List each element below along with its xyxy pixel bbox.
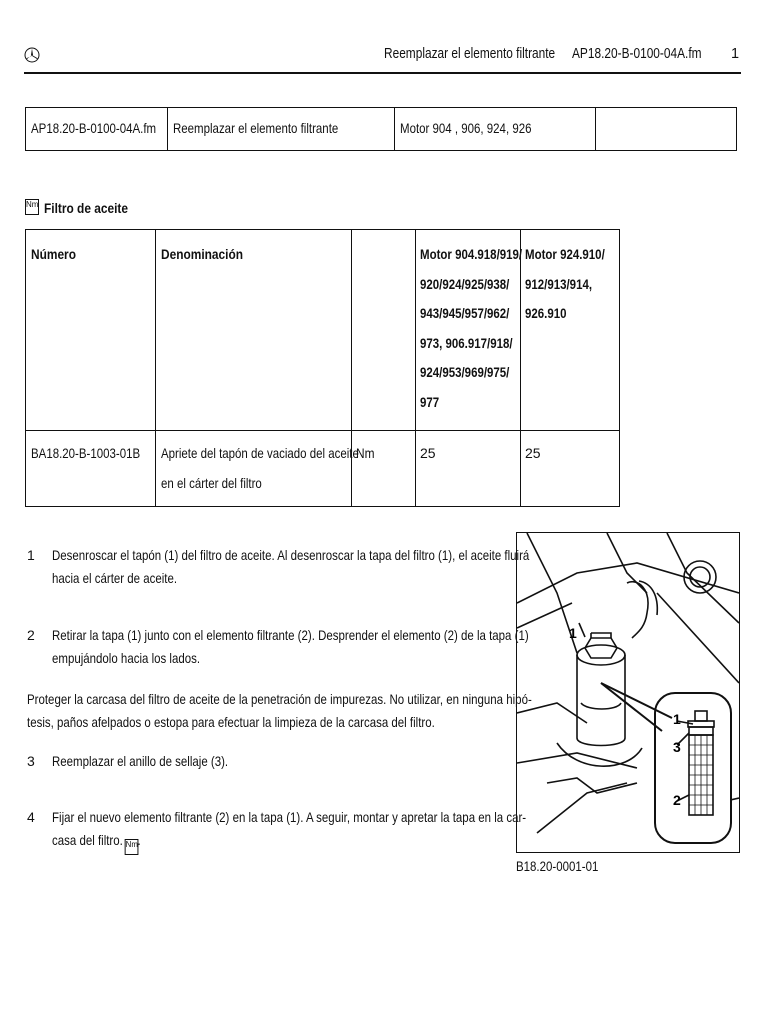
- info-doc-id-cell: [26, 108, 168, 150]
- figure-label-2: 2: [673, 792, 681, 808]
- figure-code: B18.20-0001-01: [516, 858, 599, 874]
- step-2-number: 2: [27, 627, 35, 643]
- figure-label-cap: 1: [569, 625, 577, 641]
- info-operation: Reemplazar el elemento filtrante: [173, 120, 339, 136]
- header-title: Reemplazar el elemento filtrante: [384, 46, 556, 62]
- header-motor-b: Motor 924.910/ 912/913/914, 926.910: [525, 246, 605, 321]
- row-unit: Nm: [356, 445, 375, 461]
- note-text: Proteger la carcasa del filtro de aceite de la penetración de impurezas. No utilizar, en ninguna hipó- tesis, paños afelpados o estopa para efectuar la limpieza de la carcasa del filtro.: [27, 691, 532, 730]
- torque-table: [25, 229, 620, 507]
- info-extra-cell: [596, 108, 736, 150]
- figure-label-1: 1: [673, 711, 681, 727]
- torque-nm-icon: Nm: [125, 839, 139, 855]
- step-1-number: 1: [27, 547, 35, 563]
- info-doc-id: AP18.20-B-0100-04A.fm: [31, 120, 157, 136]
- info-operation-cell: [168, 108, 395, 150]
- figure-label-3: 3: [673, 739, 681, 755]
- step-2-text: Retirar la tapa (1) junto con el elemento filtrante (2). Desprender el elemento (2) de la tapa (1) empujándolo hacia los lados.: [52, 627, 529, 666]
- torque-nm-icon: Nm: [25, 194, 39, 215]
- header-motor-a: Motor 904.918/919/ 920/924/925/938/ 943/945/957/962/ 973, 906.917/918/ 924/953/969/975/ 977: [420, 246, 523, 410]
- step-3-text: Reemplazar el anillo de sellaje (3).: [52, 753, 229, 769]
- info-table: [25, 107, 737, 151]
- oil-filter-drawing: [517, 533, 739, 852]
- section-title: Filtro de aceite: [44, 200, 128, 216]
- header-designation: Denominación: [161, 246, 243, 262]
- step-4-number: 4: [27, 809, 35, 825]
- step-1-text: Desenroscar el tapón (1) del filtro de aceite. Al desenroscar la tapa del filtro (1), el aceite fluirá hacia el cárter de aceite.: [52, 547, 530, 586]
- step-4-text: Fijar el nuevo elemento filtrante (2) en la tapa (1). A seguir, montar y apretar la tapa en la car- casa del filtro. Nm.: [52, 806, 630, 855]
- header-page-number: 1: [731, 46, 740, 62]
- row-motor-b-value: 25: [525, 445, 541, 461]
- oil-filter-illustration: [516, 532, 740, 853]
- step-3-number: 3: [27, 753, 35, 769]
- header-rule: [24, 72, 741, 74]
- info-engine: Motor 904 , 906, 924, 926: [400, 120, 532, 136]
- mercedes-star-icon: [24, 47, 40, 63]
- header-file: AP18.20-B-0100-04A.fm: [572, 46, 702, 62]
- info-engine-cell: [395, 108, 596, 150]
- row-number: BA18.20-B-1003-01B: [31, 445, 141, 461]
- row-designation: Apriete del tapón de vaciado del aceite en el cárter del filtro: [161, 445, 359, 491]
- row-motor-a-value: 25: [420, 445, 436, 461]
- header-number: Número: [31, 246, 76, 262]
